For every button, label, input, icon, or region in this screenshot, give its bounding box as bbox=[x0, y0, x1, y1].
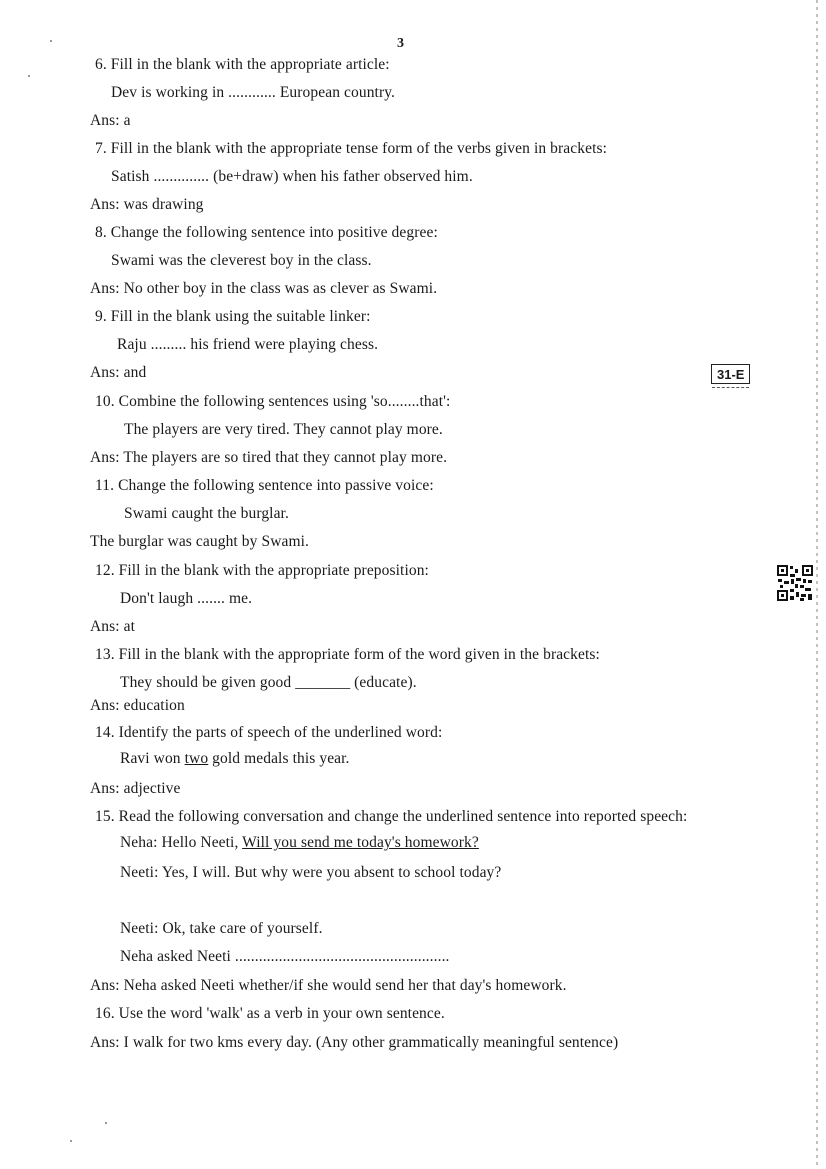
q14-before: Ravi won bbox=[120, 750, 185, 767]
line-q8s: Swami was the cleverest boy in the class. bbox=[111, 252, 372, 269]
line-q7s: Satish .............. (be+draw) when his father observed him. bbox=[111, 168, 473, 185]
line-a12: Ans: at bbox=[90, 618, 136, 635]
line-q7: 7. Fill in the blank with the appropriate tense form of the verbs given in brackets: bbox=[95, 140, 608, 157]
line-q15n2: Neeti: Yes, I will. But why were you absent to school today? bbox=[120, 864, 502, 881]
line-q10s: The players are very tired. They cannot play more. bbox=[124, 421, 443, 438]
line-q15n4: Neha asked Neeti ...................................................... bbox=[120, 948, 450, 965]
qr-code-icon bbox=[776, 564, 814, 602]
line-q8: 8. Change the following sentence into positive degree: bbox=[95, 224, 438, 241]
q15-neha-line bbox=[120, 834, 479, 852]
line-a14: Ans: adjective bbox=[90, 780, 181, 797]
line-q12s: Don't laugh ....... me. bbox=[120, 590, 253, 607]
line-a8: Ans: No other boy in the class was as clever as Swami. bbox=[90, 280, 438, 297]
line-a13: Ans: education bbox=[90, 697, 185, 714]
scan-speck bbox=[50, 40, 52, 42]
line-q14: 14. Identify the parts of speech of the underlined word: bbox=[95, 724, 443, 741]
q14-underlined-word: two bbox=[184, 750, 209, 767]
line-q12: 12. Fill in the blank with the appropriate preposition: bbox=[95, 562, 429, 579]
line-q9: 9. Fill in the blank using the suitable linker: bbox=[95, 308, 371, 325]
line-a15: Ans: Neha asked Neeti whether/if she would send her that day's homework. bbox=[90, 977, 567, 994]
q14-sentence bbox=[120, 750, 350, 768]
line-a16: Ans: I walk for two kms every day. (Any other grammatically meaningful sentence) bbox=[90, 1034, 619, 1051]
line-a7: Ans: was drawing bbox=[90, 196, 204, 213]
page-number: 3 bbox=[397, 36, 404, 51]
q15-underlined-sentence: Will you send me today's homework? bbox=[242, 834, 479, 851]
line-q15: 15. Read the following conversation and change the underlined sentence into reported speech: bbox=[95, 808, 688, 825]
line-q9s: Raju ......... his friend were playing chess. bbox=[117, 336, 379, 353]
line-q13s: They should be given good _______ (educate). bbox=[120, 674, 417, 691]
line-q16: 16. Use the word 'walk' as a verb in your own sentence. bbox=[95, 1005, 445, 1022]
line-a11: The burglar was caught by Swami. bbox=[90, 533, 310, 550]
scan-edge bbox=[816, 0, 818, 1169]
q15-speaker: Neha: Hello Neeti, bbox=[120, 834, 243, 851]
line-q10: 10. Combine the following sentences using 'so........that': bbox=[95, 393, 451, 410]
line-q11s: Swami caught the burglar. bbox=[124, 505, 289, 522]
scan-speck bbox=[105, 1122, 107, 1124]
line-a10: Ans: The players are so tired that they cannot play more. bbox=[90, 449, 448, 466]
scan-speck bbox=[28, 75, 30, 77]
line-q13: 13. Fill in the blank with the appropriate form of the word given in the brackets: bbox=[95, 646, 600, 663]
line-a6: Ans: a bbox=[90, 112, 131, 129]
q14-after: gold medals this year. bbox=[208, 750, 350, 767]
line-q6s: Dev is working in ............ European country. bbox=[111, 84, 396, 101]
scan-speck bbox=[70, 1140, 72, 1142]
line-q15n3: Neeti: Ok, take care of yourself. bbox=[120, 920, 323, 937]
paper-code-badge: 31-E bbox=[711, 364, 750, 384]
line-q6: 6. Fill in the blank with the appropriate article: bbox=[95, 56, 390, 73]
line-a9: Ans: and bbox=[90, 364, 147, 381]
line-q11: 11. Change the following sentence into passive voice: bbox=[95, 477, 434, 494]
